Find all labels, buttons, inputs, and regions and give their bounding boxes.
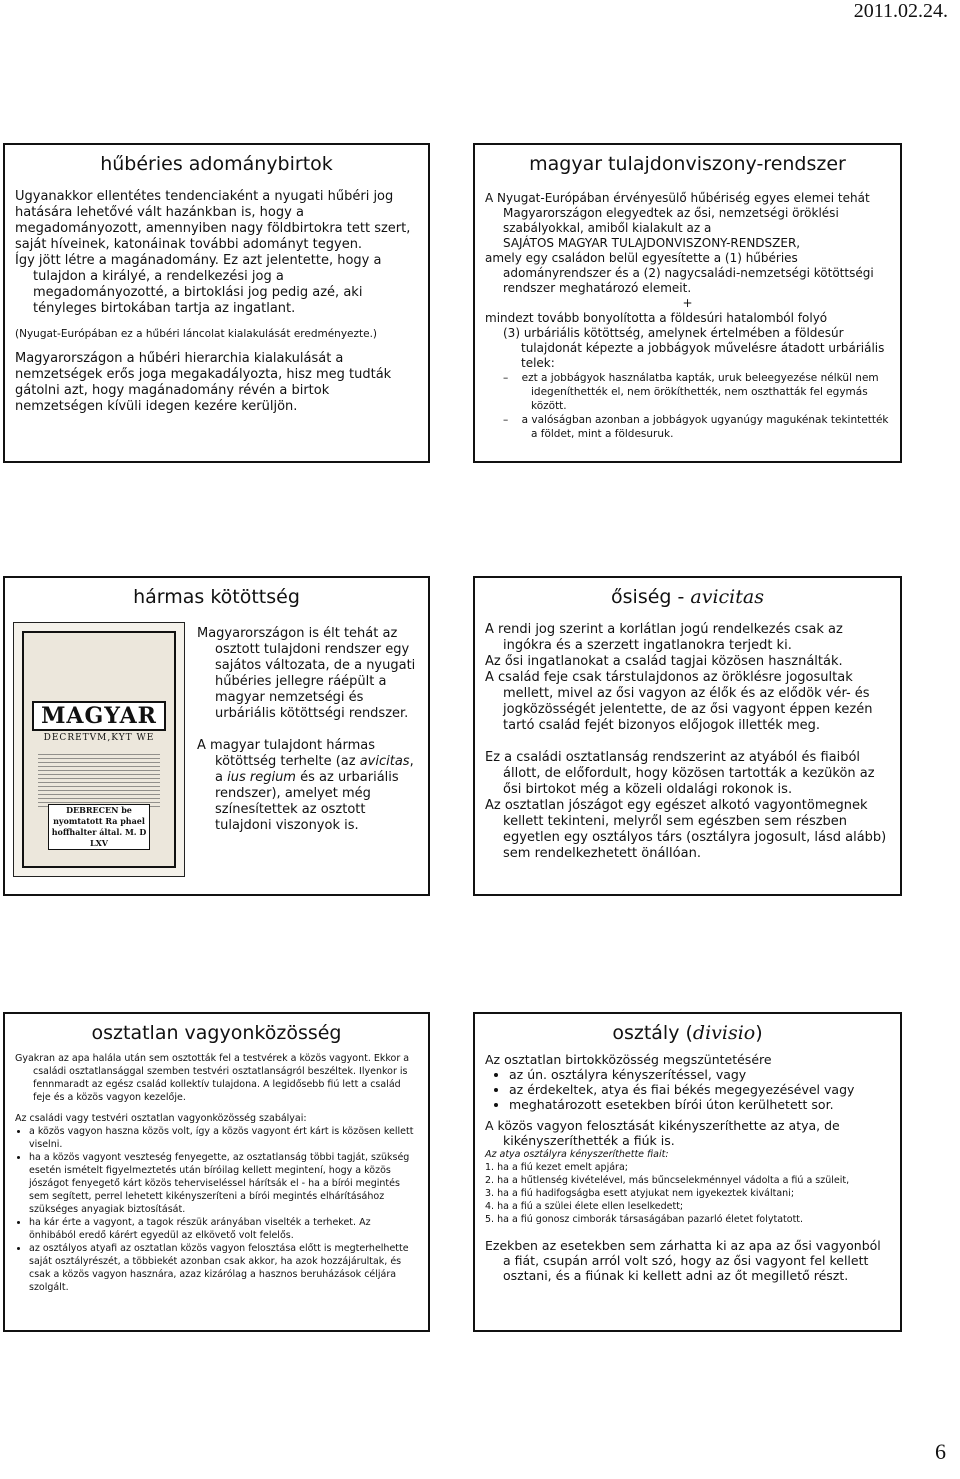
paragraph: Magyarországon is élt tehát az osztott tulajdoni rendszer egy sajátos változata, de a nyugati hűbéries jellegre ráépült a magyar nemzetségi és urbáriális kötöttségi rendszer. <box>197 626 416 721</box>
slide-magyar-tulajdonviszony <box>473 143 902 463</box>
page-number: 6 <box>935 1439 946 1464</box>
numbered-item: 3. ha a fiú hadifogságba esett atyjukat nem igyekeztek kiváltani; <box>485 1188 795 1199</box>
paragraph: A magyar tulajdont hármas kötöttség terhelte (az avicitas, a ius regium és az urbariális rendszer), amelyet még színesítettek az osztott tulajdoni viszonyok is. <box>197 738 414 833</box>
list-item: • ha kár érte a vagyont, a tagok részük arányában viselték a terheket. Az önhibából eredő kárért egyedül az elkövető volt felelős. <box>29 1216 418 1242</box>
paragraph: A közös vagyon felosztását kikényszeríthette az atya, de kikényszeríthették a fiúk is. <box>485 1118 840 1148</box>
paragraph: Az ősi ingatlanokat a család tagjai közösen használták. <box>485 654 843 669</box>
note: (Nyugat-Európában ez a hűbéri láncolat kialakulását eredményezte.) <box>15 328 378 340</box>
paragraph: mindezt tovább bonyolította a földesúri hatalomból folyó <box>485 311 828 325</box>
list-item: • az ún. osztályra kényszerítéssel, vagy <box>509 1067 890 1082</box>
slide-title: osztály (divisio) <box>612 1022 763 1044</box>
paragraph: A Nyugat-Európában érvényesülő hűbériség egyes elemei tehát Magyarországon elegyedtek az ősi, nemzetségi öröklési szabályokkal, amiből kialakult az a <box>485 191 870 235</box>
page-date: 2011.02.24. <box>853 0 948 22</box>
dash-item: – ezt a jobbágyok használatba kapták, uruk beleegyezése nélkül nem idegeníthették el, nem örökíthették, nem oszthatták fel egymás között. <box>503 372 879 412</box>
paragraph: Az családi vagy testvéri osztatlan vagyonközösség szabályai: <box>15 1113 307 1124</box>
paragraph: Az osztatlan birtokközösség megszüntetésére <box>485 1052 772 1067</box>
numbered-item: 2. ha a hűtlenség kivételével, más bűncselekménnyel vádolta a fiú a szüleit, <box>485 1175 850 1186</box>
book-text-lines <box>38 751 160 809</box>
paragraph: A család feje csak társtulajdonos az öröklésre jogosultak mellett, mivel az ősi vagyon az élők és az elődök vér- és jogközösségét jelentette, de az ősi vagyont éppen kezén tartó család fejét bizonyos előjogok illették meg. <box>485 670 873 733</box>
slide-title: magyar tulajdonviszony-rendszer <box>529 153 846 175</box>
slide-title: hármas kötöttség <box>133 586 300 608</box>
list-item: • ha a közös vagyont veszteség fenyegette, az osztatlanság többi tagját, szükség esetén ismételt figyelmeztetés után bíróilag kellett megintení, hogy a közös jószágot fenyegető kárt közös teherviseléssel hárítsák el - ha a bírói megintés sem segített, perrel lehetett kikényszeríteni a bírói megintés elhárításához szükséges anyagiak biztosítását. <box>29 1151 418 1216</box>
paragraph: Ugyanakkor ellentétes tendenciaként a nyugati hűbéri jog hatására lehetővé vált hazánkban is, hogy a megadományozott, amennyiben nagy földbirtokra tett szert, saját híveinek, katonáinak további adományt tegyen. <box>15 189 411 252</box>
paragraph: Így jött létre a magánadomány. Ez azt jelentette, hogy a tulajdon a királyé, a rendelkezési jog a megadományozotté, a birtoklási jog pedig azé, aki tényleges birtokában tartja az ingatlant. <box>15 253 382 316</box>
slide-hubéries-adomanybirtok <box>3 143 430 463</box>
numbered-item: 4. ha a fiú a szülei élete ellen leselkedett; <box>485 1201 684 1212</box>
emphasis-line: SAJÁTOS MAGYAR TULAJDONVISZONY-RENDSZER, <box>503 236 801 250</box>
slide-osztatlan-vagyonkozosseg <box>3 1012 430 1332</box>
slide-osztaly-divisio <box>473 1012 902 1332</box>
book-subtitle: DECRETVM,KYT WE <box>43 733 155 743</box>
book-imprint: DEBRECEN be nyomtatott Ra phael hoffhalter által. M. D LXV <box>48 804 150 850</box>
paragraph: Ezekben az esetekben sem zárhatta ki az apa az ősi vagyonból a fiát, csupán arról volt szó, hogy az ősi vagyont fel kellett osztani, és a fiúnak ki kellett adni az őt megillető részt. <box>485 1238 881 1283</box>
slide-title: hűbéries adománybirtok <box>100 153 333 175</box>
list-item: • meghatározott esetekben bírói úton kerülhetett sor. <box>509 1097 890 1112</box>
list-item: • a közös vagyon haszna közös volt, így a közös vagyont ért kárt is közösen kellett viselni. <box>29 1125 418 1151</box>
numbered-item: 1. ha a fiú kezet emelt apjára; <box>485 1162 628 1173</box>
decretum-book-image <box>13 622 185 877</box>
subheading: Az atya osztályra kényszeríthette fiait: <box>485 1149 669 1160</box>
plus-sign: + <box>682 296 693 310</box>
dash-item-text: ezt a jobbágyok használatba kapták, uruk beleegyezése nélkül nem idegeníthették el, nem örökíthették, nem oszthatták fel egymás között. <box>521 372 879 412</box>
slide-title: ősiség - avicitas <box>611 586 764 608</box>
slide-harmas-kotottseg <box>3 576 430 896</box>
paragraph: amely egy családon belül egyesítette a (1) hűbéries adományrendszer és a (2) nagycsaládi-nemzetségi kötöttségi rendszer meghatározó elemeit. <box>485 251 874 295</box>
dash-item: – a valóságban azonban a jobbágyok ugyanúgy magukénak tekintették a földet, mint a földesuruk. <box>503 414 889 440</box>
numbered-item: 5. ha a fiú gonosz cimborák társaságában pazarló életet folytatott. <box>485 1214 804 1225</box>
paragraph: Gyakran az apa halála után sem osztották fel a testvérek a közös vagyont. Ekkor a családi osztatlansággal szemben testvéri osztatlanságról beszéltek. Ilyenkor is fennmaradt az egész család kollektív tulajdona. A legidősebb fiú lett a család feje és a közös vagyon kezelője. <box>15 1053 410 1103</box>
list-item: • az érdekeltek, atya és fiai békés megegyezésével vagy <box>509 1082 890 1097</box>
paragraph: Magyarországon a hűbéri hierarchia kialakulását a nemzetségek erős joga megakadályozta, hisz meg tudták gátolni azt, hogy magánadomány révén a birtok nemzetségen kívüli idegen kezére kerüljön. <box>15 351 392 414</box>
dash-item-text: a valóságban azonban a jobbágyok ugyanúgy magukénak tekintették a földet, mint a földesuruk. <box>521 414 889 440</box>
paragraph: (3) urbáriális kötöttség, amelynek értelmében a földesúr tulajdonát képezte a jobbágyok művelésre átadott urbáriális telek: <box>503 326 885 370</box>
list-item: • az osztályos atyafi az osztatlan közös vagyon felosztása előtt is megterhelhette saját osztályrészét, a többiekét azonban csak akkor, ha azok hozzájárultak, és csak a közös vagyon hasznára, azaz kizárólag a hasznos beruházások céljára szolgált. <box>29 1242 418 1294</box>
paragraph: A rendi jog szerint a korlátlan jogú rendelkezés csak az ingókra és a szerzett ingatlanokra terjedt ki. <box>485 622 843 653</box>
slide-osiseg <box>473 576 902 896</box>
book-title: MAGYAR <box>32 701 166 731</box>
slide-title: osztatlan vagyonközösség <box>91 1022 342 1044</box>
paragraph: Ez a családi osztatlanság rendszerint az atyából és fiaiból állott, de előfordult, hogy közösen tartották a kezükön az ősi birtokot még a közeli oldalági rokonok is. <box>485 750 875 797</box>
paragraph: Az osztatlan jószágot egy egészet alkotó vagyontömegnek kellett tekinteni, melyről sem egészben sem részben egyetlen egy osztályos társ (osztályra jogosult, lásd alább) sem rendelkezhetett önállóan. <box>485 798 887 861</box>
